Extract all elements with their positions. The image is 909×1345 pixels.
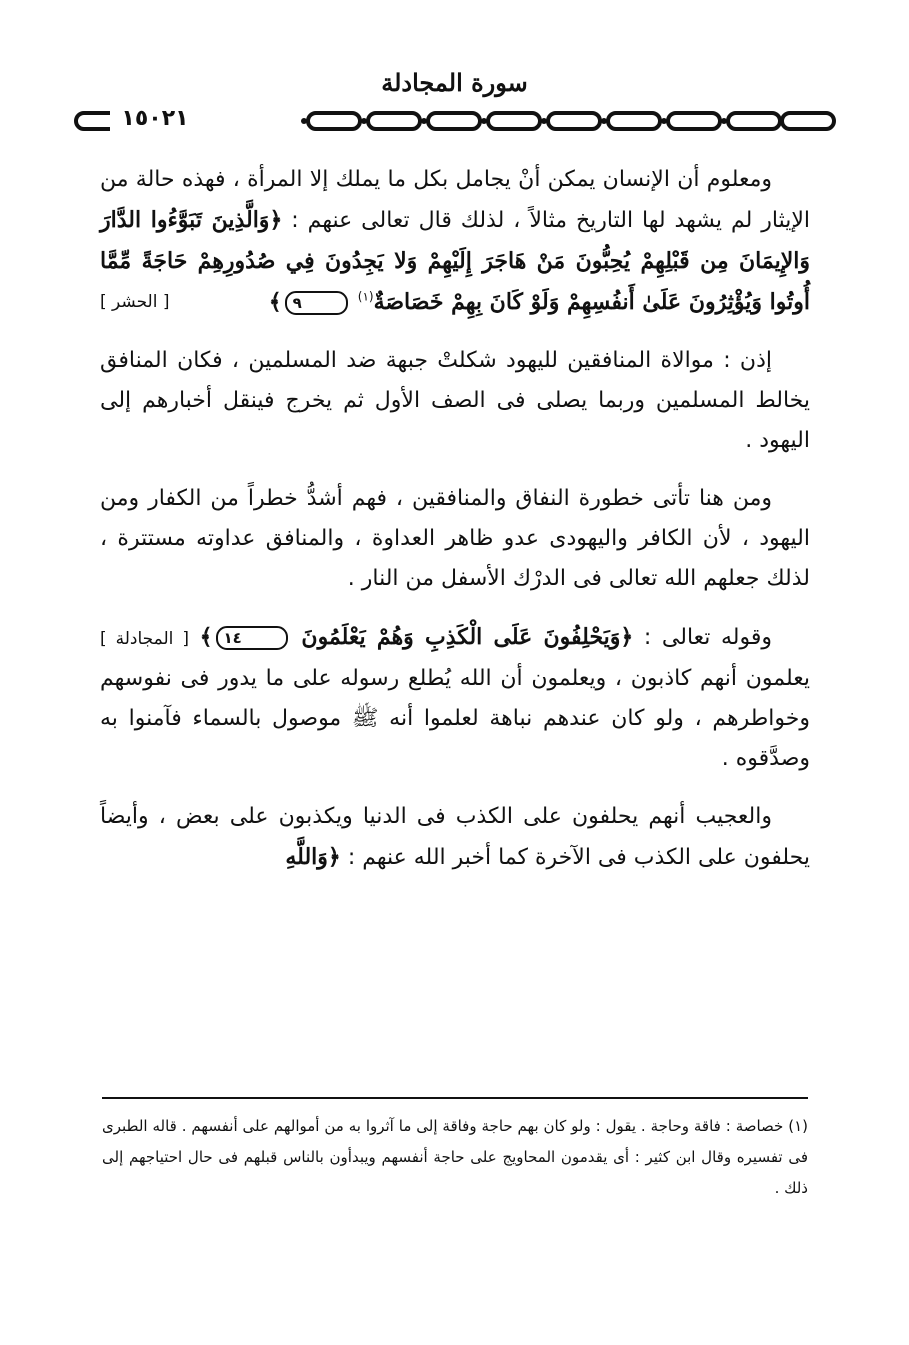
paragraph-4-text: يعلمون أنهم كاذبون ، ويعلمون أن الله يُطلع رسوله على ما يدور فى نفوسهم وخواطرهم ، ولو كان عندهم نباهة لعلموا أنه ﷺ موصول بالسماء فآمنوا به وصدَّقوه . [100, 666, 810, 771]
footnote: (١) خصاصة : فاقة وحاجة . يقول : ولو كان بهم حاجة وفاقة إلى ما آثروا به من أموالهم على أنفسهم . قاله الطبرى فى تفسيره وقال ابن كثير : أى يقدمون المحاويج على حاجة أنفسهم ويبدأون بالناس قبلهم فى حال احتياجهم إلى ذلك . [102, 1117, 808, 1197]
ayah-number-badge: ٩ [285, 291, 348, 315]
paragraph-3: ومن هنا تأتى خطورة النفاق والمنافقين ، فهم أشدُّ خطراً من الكفار ومن اليهود ، لأن الكافر واليهودى عدو ظاهر العداوة ، والمنافق عداوته مستترة ، لذلك جعلهم الله تعالى فى الدرْك الأسفل من النار . [100, 486, 810, 591]
verse-close-bracket: ﴾ [268, 289, 282, 315]
verse-open-bracket: ﴿ [327, 844, 341, 870]
paragraph-4-intro: وقوله تعالى : [643, 625, 772, 650]
paragraph-1-text: ومعلوم أن الإنسان يمكن أنْ يجامل بكل ما يملك إلا المرأة ، فهذه حالة من الإيثار لم يشهد لها التاريخ مثالاً ، لذلك قال تعالى عنهم : [100, 167, 810, 233]
verse-close-bracket: ﴾ [199, 624, 213, 650]
paragraph-2: إذن : موالاة المنافقين لليهود شكلتْ جبهة ضد المسلمين ، فكان المنافق يخالط المسلمين وربما يصلى فى الصف الأول ثم يخرج فينقل أخبارهم إلى اليهود . [100, 348, 810, 453]
quran-verse-hashr: وَالَّذِينَ تَبَوَّءُوا الدَّارَ وَالإِيمَانَ مِن قَبْلِهِمْ يُحِبُّونَ مَنْ هَاجَرَ إِلَيْهِمْ وَلا يَجِدُونَ فِي صُدُورِهِمْ حَاجَةً مِّمَّا أُوتُوا وَيُؤْثِرُونَ عَلَىٰ أَنفُسِهِمْ وَلَوْ كَانَ بِهِمْ خَصَاصَةٌ [100, 207, 810, 315]
quran-verse-mujadila: وَيَحْلِفُونَ عَلَى الْكَذِبِ وَهُمْ يَعْلَمُونَ [301, 624, 621, 650]
verse-open-bracket: ﴿ [620, 624, 634, 650]
paragraph-5-text: والعجيب أنهم يحلفون على الكذب فى الدنيا ويكذبون على بعض ، وأيضاً يحلفون على الكذب فى الآخرة كما أخبر الله عنهم : [100, 804, 810, 870]
main-text [100, 160, 810, 878]
page-number: ١٥٠٢١ [110, 104, 200, 134]
paragraph-4 [100, 617, 810, 779]
footnote-divider [102, 1097, 808, 1099]
paragraph-1 [100, 160, 810, 323]
ayah-number-badge: ١٤ [216, 626, 288, 650]
paragraph-5 [100, 797, 810, 878]
quran-verse-start: وَاللَّهِ [285, 844, 328, 870]
verse-open-bracket: ﴿ [269, 207, 283, 233]
surah-title: سورة المجادلة [381, 68, 528, 97]
footnote-marker: (١) [357, 289, 374, 304]
surah-reference-hashr: [ الحشر ] [100, 292, 170, 312]
surah-reference-mujadila: [ المجادلة ] [100, 629, 190, 649]
